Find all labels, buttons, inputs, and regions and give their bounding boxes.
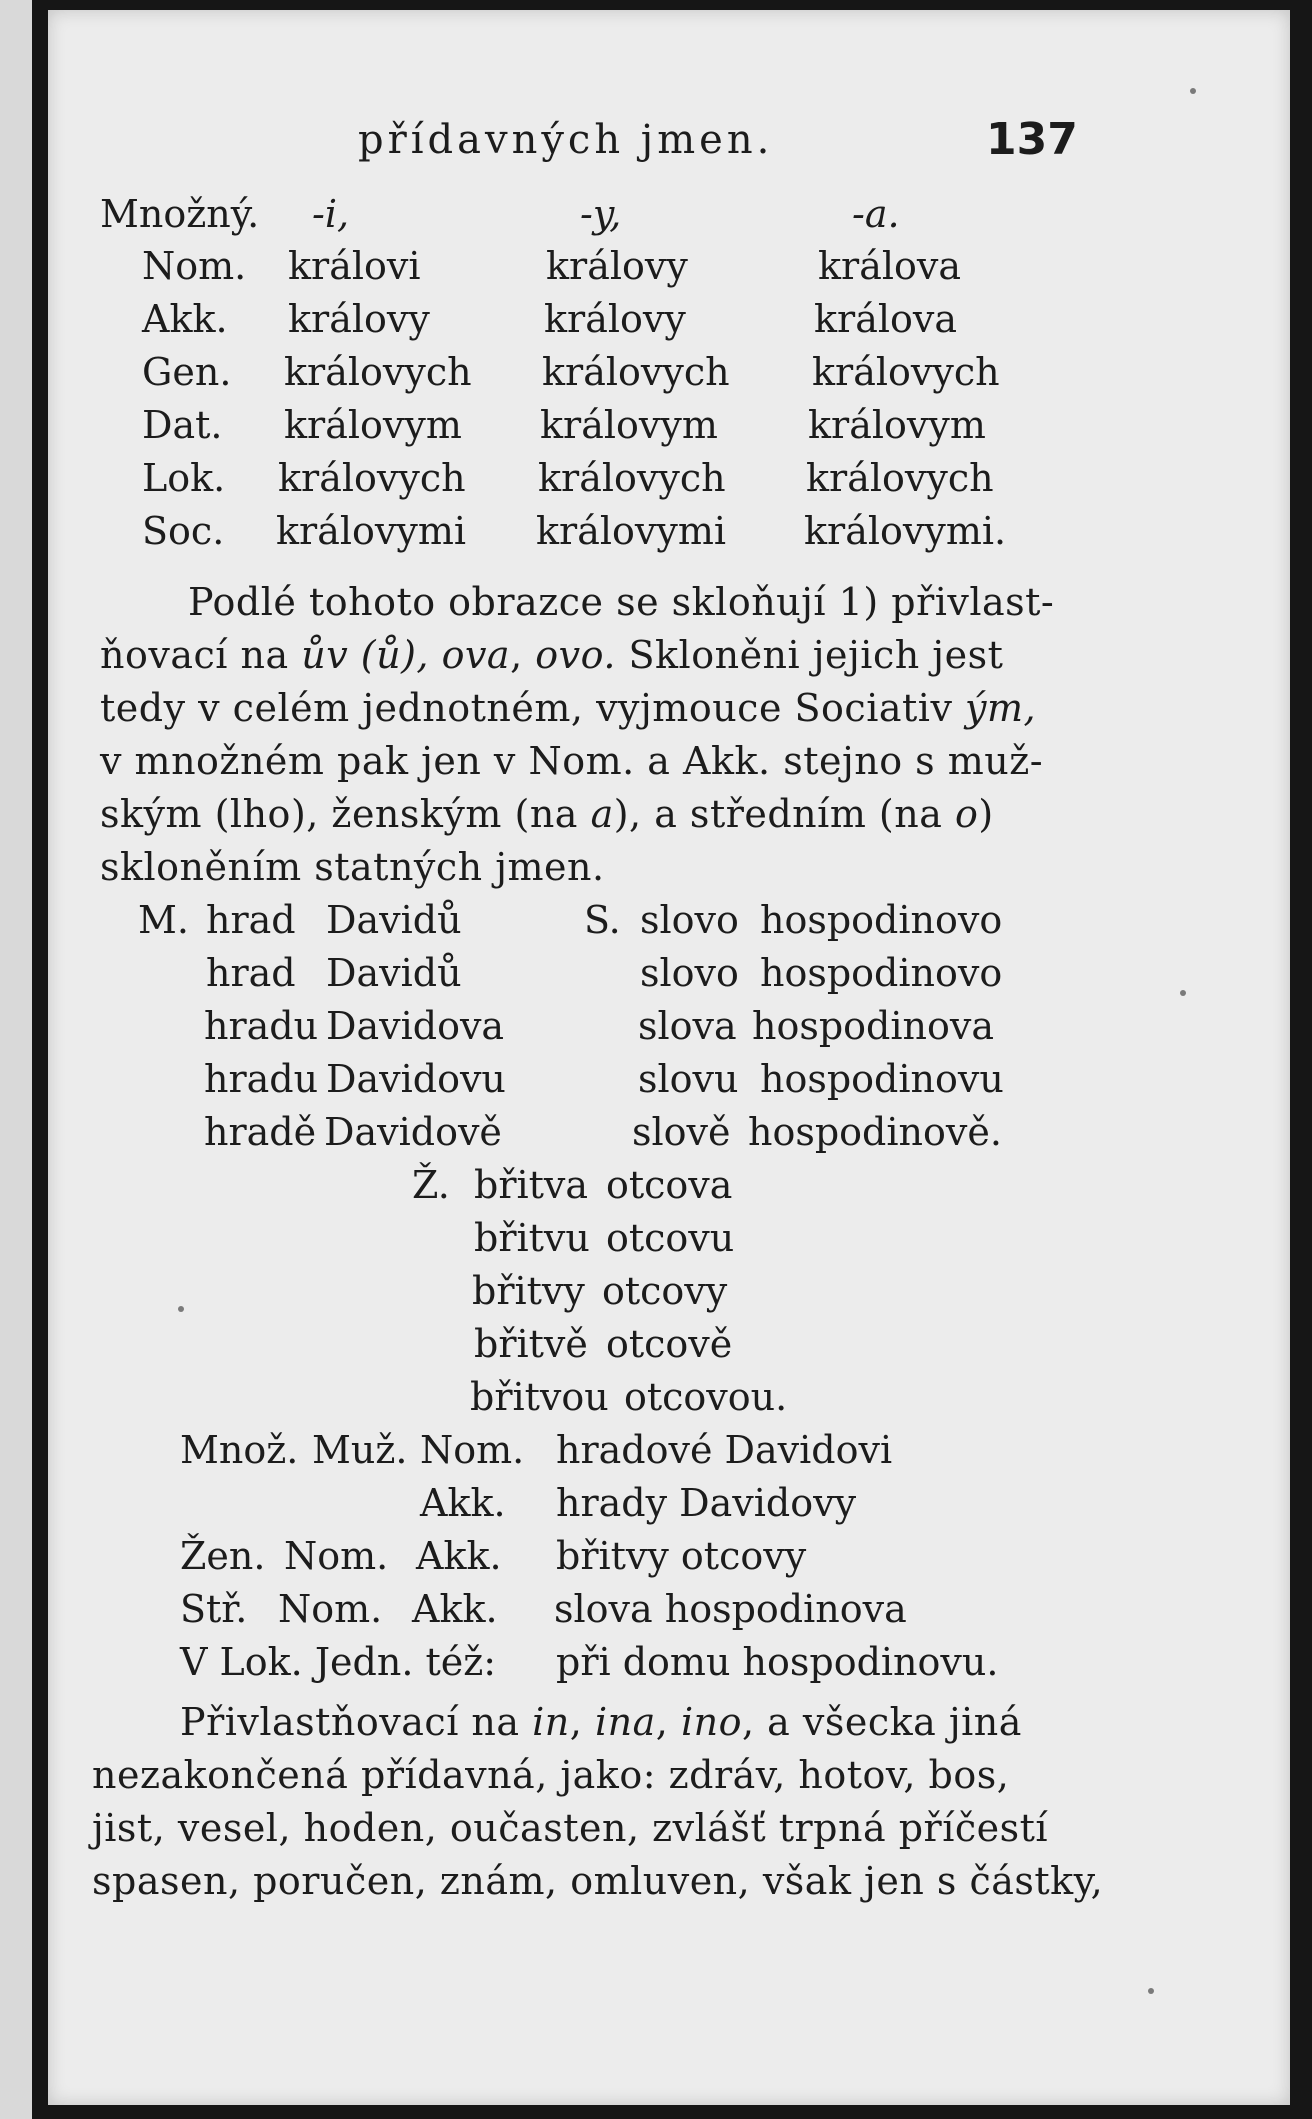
scan-speck [1190, 88, 1196, 94]
ending-italic: ova [441, 633, 511, 677]
scan-speck [1180, 990, 1186, 996]
example-adjective: otcovu [606, 1216, 735, 1260]
case-label: Lok. [142, 456, 226, 500]
table-cell: královy [544, 297, 686, 341]
running-title: přídavných jmen. [358, 117, 774, 163]
paragraph-line [100, 841, 605, 893]
table-cell: královym [284, 403, 462, 447]
plural-label: Žen. [180, 1534, 266, 1578]
example-noun: břitvu [474, 1216, 590, 1260]
table-cell: královych [806, 456, 994, 500]
table-cell: královych [284, 350, 472, 394]
example-noun: hrad [206, 951, 296, 995]
table-cell: královy [288, 297, 430, 341]
scan-speck [1148, 1988, 1154, 1994]
table-cell: královymi [276, 509, 466, 553]
paragraph-text: ) [978, 792, 994, 836]
table-cell: královym [808, 403, 986, 447]
ending-italic: ovo. [535, 633, 616, 677]
plural-label: Akk. [416, 1534, 502, 1578]
example-adjective: Davidově [324, 1110, 502, 1154]
plural-label: Akk. [412, 1587, 498, 1631]
example-adjective: hospodinova [752, 1004, 995, 1048]
table-heading-ending: -i, [312, 192, 350, 236]
table-heading-ending: -y, [580, 192, 622, 236]
case-label: Nom. [142, 244, 247, 288]
gender-label: Ž. [412, 1163, 450, 1207]
table-heading-ending: -a. [852, 192, 900, 236]
example-noun: hradu [204, 1057, 319, 1101]
table-cell: králova [814, 297, 958, 341]
lok-note-text: při domu hospodinovu. [556, 1640, 999, 1684]
paragraph-line [100, 682, 1036, 734]
table-cell: králova [818, 244, 962, 288]
example-noun: hradu [204, 1004, 319, 1048]
example-noun: slově [632, 1110, 731, 1154]
example-adjective: otcovou. [624, 1375, 788, 1419]
table-heading-label: Množný. [100, 192, 260, 236]
example-adjective: hospodinovu [760, 1057, 1004, 1101]
plural-label: Muž. [312, 1428, 408, 1472]
ending-italic: ina [594, 1700, 656, 1744]
paragraph-text: Podlé tohoto obrazce se skloňují 1) přivlast- [188, 580, 1055, 624]
ending-italic: ino [680, 1700, 742, 1744]
example-adjective: otcova [606, 1163, 733, 1207]
paragraph-text: , [510, 633, 523, 677]
page-number: 137 [986, 114, 1078, 165]
example-noun: břitvě [474, 1322, 588, 1366]
example-adjective: hospodinově. [748, 1110, 1002, 1154]
table-cell: královymi. [804, 509, 1007, 553]
example-adjective: hospodinovo [760, 951, 1003, 995]
example-noun: slovo [640, 951, 739, 995]
paragraph-text: a všecka jiná [767, 1700, 1022, 1744]
paragraph-text: ňovací na [100, 633, 289, 677]
scan-speck [178, 1306, 184, 1312]
table-cell: královym [540, 403, 718, 447]
example-adjective: hospodinovo [760, 898, 1003, 942]
plural-example-text: hrady Davidovy [556, 1481, 857, 1525]
paragraph-line: Přivlastňovací na in, ina, ino, a všecka jiná [180, 1700, 1022, 1744]
example-adjective: otcově [606, 1322, 733, 1366]
paragraph-line [92, 1749, 1009, 1801]
paragraph-text: Přivlastňovací na [180, 1700, 520, 1744]
paragraph-text: v množném pak jen v Nom. a Akk. stejno s muž- [100, 739, 1044, 783]
example-adjective: Davidova [326, 1004, 505, 1048]
example-noun: břitva [474, 1163, 589, 1207]
case-label: Dat. [142, 403, 223, 447]
paragraph-text: spasen, poručen, znám, omluven, však jen s částky, [92, 1859, 1104, 1903]
plural-label: Akk. [420, 1481, 506, 1525]
gender-label: M. [138, 898, 189, 942]
lok-note-label: V Lok. Jedn. též: [180, 1640, 497, 1684]
book-page [48, 10, 1290, 2105]
plural-label: Nom. [284, 1534, 389, 1578]
scan-edge-left [0, 0, 42, 2119]
plural-label: Množ. [180, 1428, 299, 1472]
case-label: Gen. [142, 350, 232, 394]
plural-label: Stř. [180, 1587, 248, 1631]
paragraph-line [92, 1802, 1048, 1854]
paragraph-text: skloněním statných jmen. [100, 845, 605, 889]
example-noun: slova [638, 1004, 737, 1048]
paragraph-line [92, 1855, 1103, 1907]
case-label: Soc. [142, 509, 225, 553]
example-noun: slovo [640, 898, 739, 942]
paragraph-text: Skloněni jejich jest [628, 633, 1004, 677]
plural-example-text: slova hospodinova [554, 1587, 907, 1631]
ending-italic: a [590, 792, 614, 836]
table-cell: královymi [536, 509, 726, 553]
table-cell: královych [812, 350, 1000, 394]
paragraph-text: ), a středním (na [613, 792, 943, 836]
example-noun: slovu [638, 1057, 739, 1101]
plural-example-text: hradové Davidovi [556, 1428, 893, 1472]
example-adjective: Davidů [326, 898, 462, 942]
case-label: Akk. [142, 297, 228, 341]
table-cell: královy [546, 244, 688, 288]
ending-italic: ým, [965, 686, 1037, 730]
paragraph-text: nezakončená přídavná, jako: zdráv, hotov, bos, [92, 1753, 1010, 1797]
gender-label: S. [584, 898, 621, 942]
table-cell: královych [278, 456, 466, 500]
paragraph-line [188, 576, 1054, 628]
ending-italic: in [532, 1700, 570, 1744]
example-noun: břitvou [470, 1375, 609, 1419]
example-noun: hrad [206, 898, 296, 942]
paragraph-line [100, 788, 994, 840]
paragraph-line [100, 629, 1003, 681]
table-cell: královych [542, 350, 730, 394]
table-cell: královi [288, 244, 421, 288]
paragraph-line [100, 735, 1043, 787]
example-noun: břitvy [472, 1269, 585, 1313]
paragraph-text: ským (lho), ženským (na [100, 792, 578, 836]
example-adjective: Davidů [326, 951, 462, 995]
ending-italic: ův [301, 633, 349, 677]
table-cell: královych [538, 456, 726, 500]
plural-label: Nom. [420, 1428, 525, 1472]
example-adjective: otcovy [602, 1269, 728, 1313]
paragraph-text: tedy v celém jednotném, vyjmouce Sociativ [100, 686, 953, 730]
ending-italic: (ů), [360, 633, 429, 677]
example-adjective: Davidovu [326, 1057, 506, 1101]
plural-example-text: břitvy otcovy [556, 1534, 807, 1578]
paragraph-text: jist, vesel, hoden, oučasten, zvlášť trpná příčestí [92, 1806, 1049, 1850]
plural-label: Nom. [278, 1587, 383, 1631]
ending-italic: o [954, 792, 979, 836]
example-noun: hradě [204, 1110, 317, 1154]
